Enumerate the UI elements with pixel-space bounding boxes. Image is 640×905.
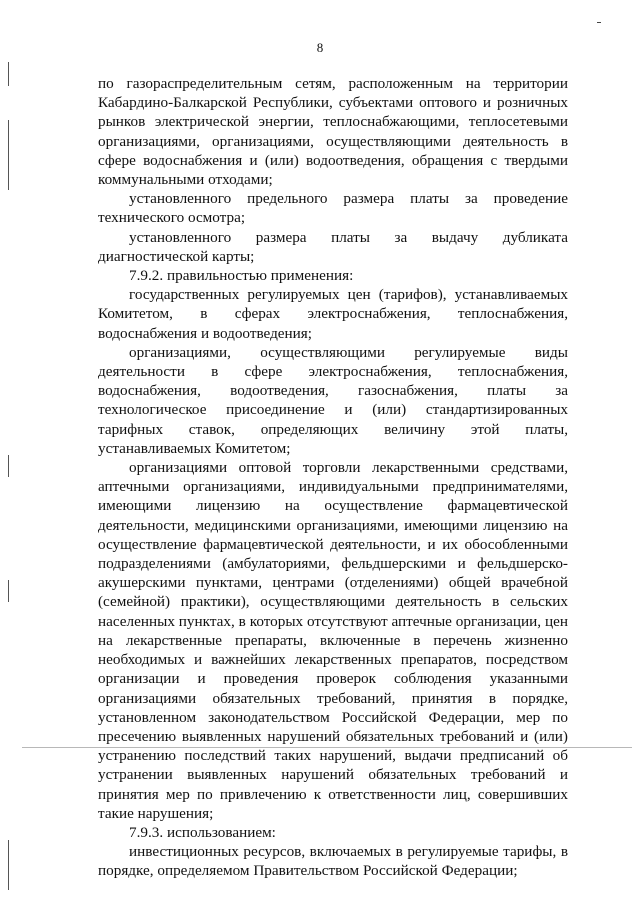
margin-scan-mark [8,580,9,602]
paragraph-continuation: по газораспределительным сетям, расположенным на территории Кабардино-Балкарской Республики, субъектами оптового и розничных рынков электрической энергии, теплоснабжающими, теплосетевыми организациями, организациями, осуществляющими деятельность в сфере водоснабжения и (или) водоотведения, обращения с твердыми коммунальными отходами; [98,75,568,189]
scan-artifact-line [22,747,632,748]
paragraph-section-7-9-3: 7.9.3. использованием: [129,823,276,841]
paragraph-pharmaceutical-prices: организациями оптовой торговли лекарственными средствами, аптечными организациями, индивидуальными предпринимателями, имеющими лицензию на осуществление фармацевтической деятельности, медицинскими организациями, имеющими лицензию на осуществление фармацевтической деятельности, и их обособленными подразделениями (амбулаториями, фельдшерскими и фельдшерско-акушерскими пунктами, центрами (отделениями) общей врачебной (семейной) практики), осуществляющими деятельность в сельских населенных пунктах, в которых отсутствуют аптечные организации, цен на лекарственные препараты, включенные в перечень жизненно необходимых и важнейших лекарственных препаратов, посредством организации и проведения проверок соблюдения указанными организациями обязательных требований, принятия в порядке, установленном законодательством Российской Федерации, мер по пресечению выявленных нарушений обязательных требований и (или) устранению последствий таких нарушений, выдачи предписаний об устранении выявленных нарушений обязательных требований и принятия мер по привлечению к ответственности лиц, совершивших такие нарушения; [98,459,568,822]
corner-scan-mark [597,22,601,23]
margin-scan-mark [8,120,9,190]
paragraph-investment-resources: инвестиционных ресурсов, включаемых в регулируемые тарифы, в порядке, определяемом Правительством Российской Федерации; [98,843,568,880]
page-body [98,74,568,881]
paragraph-state-tariffs: государственных регулируемых цен (тарифов), устанавливаемых Комитетом, в сферах электроснабжения, теплоснабжения, водоснабжения и водоотведения; [98,286,568,342]
paragraph-tech-inspection-fee: установленного предельного размера платы за проведение технического осмотра; [98,190,568,227]
margin-scan-mark [8,840,9,890]
page-number: 8 [316,40,324,55]
margin-scan-mark [8,62,9,86]
paragraph-duplicate-card-fee: установленного размера платы за выдачу дубликата диагностической карты; [98,228,568,265]
paragraph-connection-fee: организациями, осуществляющими регулируемые виды деятельности в сфере электроснабжения, теплоснабжения, водоснабжения, водоотведения, газоснабжения, платы за технологическое присоединение и (или) стандартизированных тарифных ставок, определяющих величину этой платы, устанавливаемых Комитетом; [98,343,568,457]
margin-scan-mark [8,455,9,477]
paragraph-section-7-9-2: 7.9.2. правильностью применения: [129,267,354,285]
